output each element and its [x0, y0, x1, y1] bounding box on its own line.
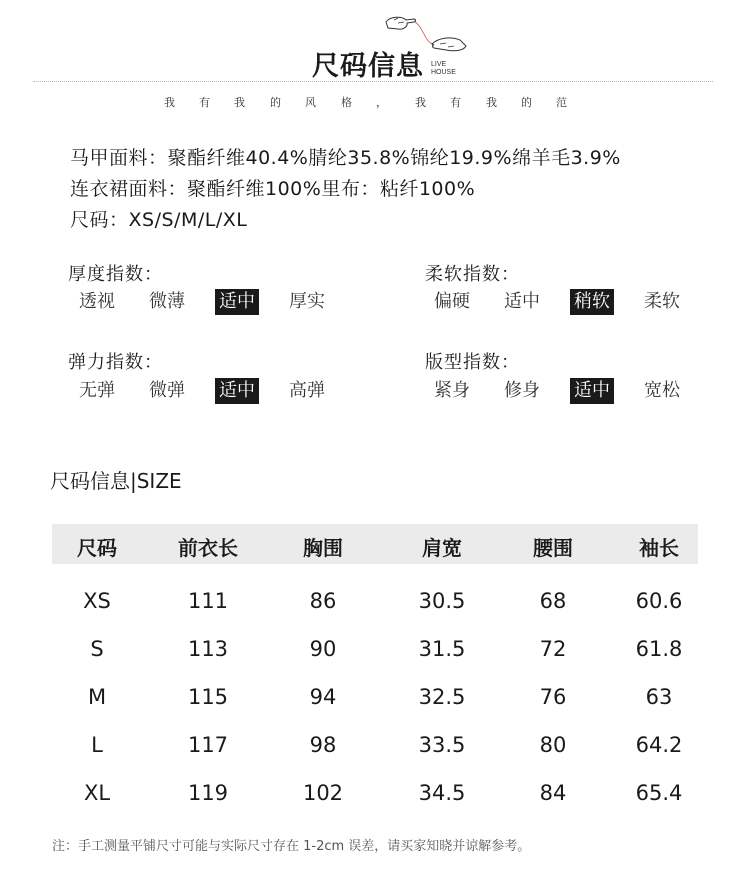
table-cell: 80 — [539, 733, 567, 757]
table-cell: 86 — [309, 589, 337, 613]
dress-material: 连衣裙面料：聚酯纤维100%里布：粘纤100% — [70, 178, 476, 200]
index-option-selected: 稍软 — [570, 289, 614, 315]
index-title: 厚度指数： — [68, 264, 163, 285]
slogan-char: 有 — [450, 96, 461, 109]
size-label-cell: L — [91, 733, 103, 757]
index-option: 微薄 — [149, 291, 185, 312]
slogan-char: 我 — [415, 96, 426, 109]
table-header-cell: 胸围 — [303, 536, 343, 560]
table-cell: 119 — [187, 781, 229, 805]
table-cell: 65.4 — [635, 781, 683, 805]
table-header-cell: 肩宽 — [422, 536, 462, 560]
index-option-selected: 适中 — [570, 378, 614, 404]
slogan-char: 风 — [305, 96, 316, 109]
table-cell: 60.6 — [635, 589, 683, 613]
size-list: 尺码：XS/S/M/L/XL — [70, 209, 248, 231]
index-option-selected: 适中 — [215, 378, 259, 404]
index-option: 透视 — [79, 291, 115, 312]
index-option: 柔软 — [644, 291, 680, 312]
page-title: 尺码信息 — [312, 51, 424, 82]
slogan-char: 我 — [486, 96, 497, 109]
table-cell: 72 — [539, 637, 567, 661]
table-cell: 113 — [187, 637, 229, 661]
index-option: 厚实 — [289, 291, 325, 312]
table-cell: 33.5 — [418, 733, 466, 757]
table-header-cell: 袖长 — [639, 536, 679, 560]
index-option: 修身 — [504, 380, 540, 401]
table-cell: 76 — [539, 685, 567, 709]
table-cell: 102 — [302, 781, 344, 805]
table-cell: 111 — [187, 589, 229, 613]
index-option: 适中 — [504, 291, 540, 312]
table-header-cell: 前衣长 — [178, 536, 238, 560]
size-label-cell: M — [87, 685, 107, 709]
table-cell: 30.5 — [418, 589, 466, 613]
vest-material: 马甲面料：聚酯纤维40.4%腈纶35.8%锦纶19.9%绵羊毛3.9% — [70, 147, 621, 169]
table-cell: 68 — [539, 589, 567, 613]
slogan-char: 格 — [341, 96, 352, 109]
table-header-cell: 腰围 — [533, 536, 573, 560]
index-option: 微弹 — [149, 380, 185, 401]
logo-line-2: HOUSE — [431, 69, 456, 76]
index-option: 紧身 — [434, 380, 470, 401]
size-heading: 尺码信息|SIZE — [50, 469, 182, 493]
slogan-char: 有 — [199, 96, 210, 109]
index-option-selected: 适中 — [215, 289, 259, 315]
slogan-char: 的 — [521, 96, 532, 109]
table-cell: 115 — [187, 685, 229, 709]
slogan-char: ， — [376, 96, 387, 109]
table-cell: 61.8 — [635, 637, 683, 661]
table-cell: 94 — [309, 685, 337, 709]
slogan-char: 的 — [270, 96, 281, 109]
index-option: 高弹 — [289, 380, 325, 401]
slogan-char: 我 — [164, 96, 175, 109]
table-cell: 31.5 — [418, 637, 466, 661]
table-cell: 34.5 — [418, 781, 466, 805]
table-cell: 84 — [539, 781, 567, 805]
index-option: 偏硬 — [434, 291, 470, 312]
index-title: 弹力指数： — [68, 352, 163, 373]
measurement-note: 注：手工测量平铺尺寸可能与实际尺寸存在 1-2cm 误差，请买家知晓并谅解参考。 — [52, 839, 531, 854]
index-option: 无弹 — [79, 380, 115, 401]
table-cell: 98 — [309, 733, 337, 757]
size-label-cell: XL — [83, 781, 111, 805]
table-cell: 63 — [645, 685, 673, 709]
table-cell: 117 — [187, 733, 229, 757]
logo-line-1: LIVE — [431, 61, 447, 68]
table-cell: 64.2 — [635, 733, 683, 757]
size-label-cell: S — [90, 637, 104, 661]
size-table-header — [52, 524, 698, 564]
table-cell: 32.5 — [418, 685, 466, 709]
brand-logo — [431, 61, 456, 77]
index-title: 版型指数： — [425, 352, 520, 373]
table-cell: 90 — [309, 637, 337, 661]
index-option: 宽松 — [644, 380, 680, 401]
index-title: 柔软指数： — [425, 264, 520, 285]
table-header-cell: 尺码 — [77, 536, 117, 560]
header-divider — [33, 81, 713, 82]
size-label-cell: XS — [83, 589, 111, 613]
slogan-char: 范 — [556, 96, 567, 109]
slogan-char: 我 — [234, 96, 245, 109]
